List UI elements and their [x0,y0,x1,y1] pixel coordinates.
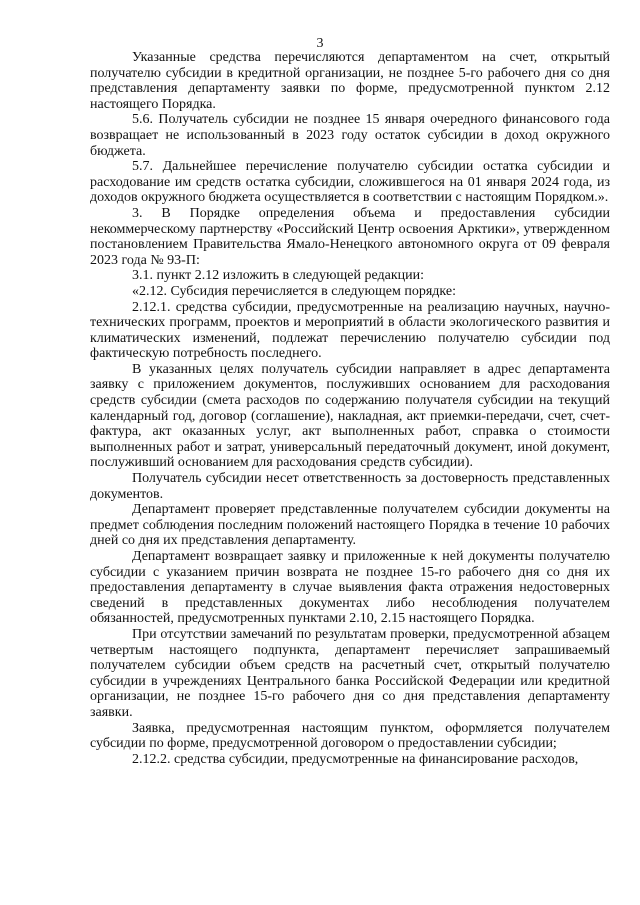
paragraph-3-1: 3.1. пункт 2.12 изложить в следующей редакции: [132,268,424,284]
paragraph-2-12: «2.12. Субсидия перечисляется в следующем порядке: [132,283,456,299]
paragraph-2-12-1: 2.12.1. средства субсидии, предусмотренные на реализацию научных, научно-технических программ, проектов и мероприятий в области экологического развития и климатических изменений, подлежат перечислению получателю субсидии под фактическую потребность последнего. [90,299,610,362]
paragraph-verification: Департамент проверяет представленные получателем субсидии документы на предмет соблюдения последним положений настоящего Порядка в течение 10 рабочих дней со дня их представления департаменту. [90,502,610,549]
page-number: 3 [316,36,324,51]
paragraph-responsibility: Получатель субсидии несет ответственность за достоверность представленных документов. [90,471,610,502]
paragraph-transfer-on-approval: При отсутствии замечаний по результатам проверки, предусмотренной абзацем четвертым настоящего подпункта, департамент перечисляет запрашиваемый получателем субсидии объем средств на расчетный счет, открытый получателю субсидии в учреждениях Центрального банка Российской Федерации или кредитной организации, не позднее 15-го рабочего дня со дня представления департаменту заявки. [90,626,610,720]
paragraph-application-form: Заявка, предусмотренная настоящим пунктом, оформляется получателем субсидии по форме, предусмотренной договором о предоставлении субсидии; [90,720,610,752]
paragraph-application: В указанных целях получатель субсидии направляет в адрес департамента заявку с приложением документов, послуживших основанием для расходования средств субсидии (смета расходов по содержанию получателя субсидии на текущий календарный год, договор (соглашение), накладная, акт приемки-передачи, счет, счет-фактура, акт оказанных услуг, акт выполненных работ, справка о стоимости выполненных работ и затрат, универсальный передаточный документ, иной документ, послуживший основанием для расходования средств субсидии). [90,361,610,471]
document-body [90,50,610,767]
paragraph-5-6: 5.6. Получатель субсидии не позднее 15 января очередного финансового года возвращает не использованный в 2023 году остаток субсидии в доход окружного бюджета. [90,112,610,159]
paragraph-3: 3. В Порядке определения объема и предоставления субсидии некоммерческому партнерству «Российский Центр освоения Арктики», утвержденном постановлением Правительства Ямало-Ненецкого автономного округа от 09 февраля 2023 года № 93-П: [90,205,610,268]
paragraph-funds-transfer: Указанные средства перечисляются департаментом на счет, открытый получателю субсидии в кредитной организации, не позднее 5-го рабочего дня со дня представления департаменту заявки по форме, предусмотренной пунктом 2.12 настоящего Порядка. [90,50,610,112]
paragraph-5-7: 5.7. Дальнейшее перечисление получателю субсидии остатка субсидии и расходование им средств остатка субсидии, сложившегося на 01 января 2024 года, из доходов окружного бюджета осуществляется в соответствии с настоящим Порядком.». [90,159,610,206]
paragraph-return: Департамент возвращает заявку и приложенные к ней документы получателю субсидии с указанием причин возврата не позднее 15-го рабочего дня со дня их предоставления департаменту в случае выявления факта отражения недостоверных сведений в представленных документах либо несоблюдения получателем обязанностей, предусмотренных пунктами 2.10, 2.15 настоящего Порядка. [90,549,610,627]
paragraph-2-12-2: 2.12.2. средства субсидии, предусмотренные на финансирование расходов, [132,751,579,767]
